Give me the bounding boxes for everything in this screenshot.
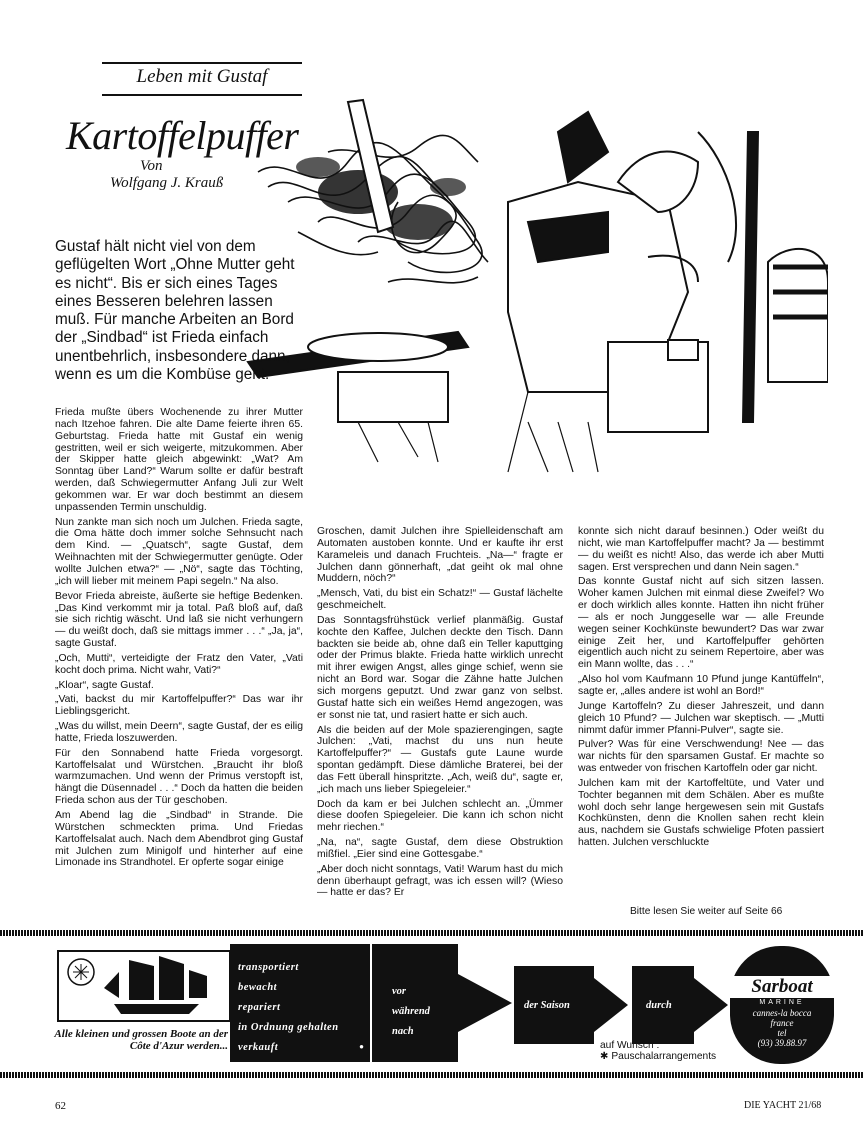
ad-services-box [230,944,370,1062]
paragraph: Für den Sonnabend hatte Frieda vorgesorgt. Kartoffelsalat und Würstchen. „Braucht ihr bloß warmzumachen. Und wenn der Primus verstopft ist, hängt die Düsennadel . . .“ Doch da hatten die beiden Frieda schon aus der Tür geschoben. [55,747,303,807]
service-item: repariert [238,1002,281,1013]
lead-paragraph: Gustaf hält nicht viel von dem geflügelten Wort „Ohne Mutter geht es nicht“. Bis er sich eines Tages eines Besseren belehren lassen muß. Für manche Arbeiten an Bord der „Sindbad“ ist Frieda einfach unentbehrlich, insbesondere dann, wenn es um die Kombüse geht. [55,238,295,384]
article-title: Kartoffelpuffer [66,113,299,158]
paragraph: Das Sonntagsfrühstück verlief planmäßig. Gustaf kochte den Kaffee, Julchen deckte den Tisch. Dann backten sie beide ab, ohne daß ein Teller kaputtging oder der Primus blakte. Frieda hatte wirklich unrecht mit ihrer ewigen Angst, alles ginge schief, wenn sie nicht an Bord war. Sogar die Zähne hatte Julchen sich morgens geputzt. Und zwar ganz von selbst. Gustaf hatte sich ein weißes Hemd angezogen, was er sonst nie tat, und rasiert hatte er sich auch. [317,614,563,721]
logo-sub: MARINE [759,999,805,1006]
service-item: verkauft [238,1042,279,1053]
paragraph: „Och, Mutti“, verteidigte der Fratz den Vater, „Vati kocht doch prima. Nicht wahr, Vati?“ [55,652,303,676]
paragraph: Nun zankte man sich noch um Julchen. Frieda sagte, die Oma hätte doch immer solche Sehnsucht nach dem Kind. — „Quatsch“, sagte Gustaf, dem Weihnachten mit der Schwiegermutter genügte. Oder wollte Julchen etwa?“ — „Nö“, sagte das Töchting, „ich will lieber mit meinem Papi segeln.“ Na also. [55,516,303,587]
sailing-ship-icon [59,952,229,1020]
text-column-1 [55,407,303,872]
paragraph: „Was du willst, mein Deern“, sagte Gustaf, der es eilig hatte, Frieda loszuwerden. [55,721,303,744]
ad-border-top [0,930,864,936]
arrow-word: während [392,1006,430,1017]
ad-note-line: ✱ Pauschalarrangements [600,1051,717,1062]
continuation-note: Bitte lesen Sie weiter auf Seite 66 [630,906,783,917]
series-title: Leben mit Gustaf [136,66,268,87]
ad-border-bottom [0,1072,864,1078]
series-rule-top [102,62,302,64]
paragraph: Junge Kartoffeln? Zu dieser Jahreszeit, und dann gleich 10 Pfund? — Julchen war skeptisch. — „Mutti nimmt dafür immer Pfanni-Pulver“, sagte sie. [578,700,824,736]
text-column-2 [317,526,563,902]
paragraph: Frieda mußte übers Wochenende zu ihrer Mutter nach Itzehoe fahren. Die alte Dame feierte ihren 65. Geburtstag. Frieda hatte mit Gustaf ein wenig gestritten, weil er sich weigerte, mitzukommen. Aber der Skipper hatte gleich abgewinkt: „Wat? Am Sonntag über Land?“ Warum sollte er dafür bestraft werden, daß Schwiegermutter Anfang Juli zur Welt gekommen war. Er war doch bestimmt an diesem unpassenden Termin unschuldig. [55,407,303,513]
ad-ship-image [57,950,231,1022]
service-item: in Ordnung gehalten [238,1022,339,1033]
paragraph: Doch da kam er bei Julchen schlecht an. „Ümmer diese doofen Spiegeleier. Die kann ich schon nicht mehr riechen.“ [317,798,563,834]
magazine-folio: DIE YACHT 21/68 [744,1100,822,1111]
paragraph: Am Abend lag die „Sindbad“ in Strande. Die Würstchen schmeckten prima. Und Friedas Kartoffelsalat auch. Nach dem Abendbrot ging Gustaf mit Julchen zum Minigolf und hinterher auf eine Limonade ins Strandhotel. Er opferte sogar einige [55,810,303,869]
arrow-word: vor [392,986,406,997]
paragraph: Groschen, damit Julchen ihre Spielleidenschaft am Automaten austoben konnte. Und er kaufte ihr erst Karameleis und danach Fruchteis. „Na—“ fragte er Julchen dann gönnerhaft, „dat geiht ok mal ohne Muddern, nöch?“ [317,526,563,585]
paragraph: „Also hol vom Kaufmann 10 Pfund junge Kantüffeln“, sagte er, „alles andere ist wohl an Bord!“ [578,674,824,697]
paragraph: Bevor Frieda abreiste, äußerte sie heftige Bedenken. „Das Kind verkommt mir ja total. Paß bloß auf, daß sie sich richtig wäscht. Und laß sie nicht verhungern — du weißt doch, daß sie mittags immer . . .“ „Ja, ja“, sagte Gustaf. [55,590,303,650]
paragraph: konnte sich nicht darauf besinnen.) Oder weißt du nicht, wie man Kartoffelpuffer macht? Ja — bestimmt — du weißt es nicht! Also, das werde ich aber Mutti sagen. Erst versprechen und dann Nein sagen.“ [578,526,824,573]
ad-note-line: auf Wunsch : [600,1040,660,1051]
arrow-word: nach [392,1026,414,1037]
ad-arrow-3-text: durch [646,1000,672,1011]
logo-name: Sarboat [730,976,834,998]
ad-caption: Alle kleinen und grossen Boote an der Côte d'Azur werden... [54,1028,228,1052]
paragraph: Das konnte Gustaf nicht auf sich sitzen lassen. Woher kamen Julchen mit einmal diese Zweifel? Wo er doch wirklich alles konnte. Hatten ihn nicht früher — als er noch Junggeselle war — alle Freunde wegen seiner Kochkünste bewundert? Das war zwar einige Zeit her, und Kartoffelpuffer gehörten eigentlich auch nicht zu seinem Repertoire, aber was ein Mann wollte, das . . .“ [578,576,824,671]
logo-country: france [770,1018,794,1028]
paragraph: „Mensch, Vati, du bist ein Schatz!“ — Gustaf lächelte geschmeichelt. [317,588,563,612]
ad-arrow-2-text: der Saison [524,1000,570,1011]
byline-author: Wolfgang J. Krauß [110,175,224,191]
garboat-logo [730,946,834,1064]
ad-note [600,1040,716,1062]
paragraph: Pulver? Was für eine Verschwendung! Nee — das war nichts für den sparsamen Gustaf. Er machte so was entweder von frischen Kartoffeln oder gar nicht. [578,739,824,775]
paragraph: Julchen kam mit der Kartoffeltüte, und Vater und Tochter begannen mit dem Schälen. Aber es mußte wohl doch sehr lange hergewesen sein mit Gustafs Kochkünsten, denn die Knollen sahen recht klein aus, nachdem sie Gustafs schwielige Pfoten passiert hatten. Julchen verschluckte [578,777,824,849]
text-column-3 [578,526,824,852]
logo-tel-label: tel [777,1028,787,1038]
bullet-icon: ● [359,1042,364,1051]
cooking-illustration [228,92,828,478]
paragraph: „Kloar“, sagte Gustaf. [55,679,154,691]
logo-place: cannes-la bocca [752,1008,812,1018]
ad-arrow-1-text [392,982,430,1042]
paragraph: „Aber doch nicht sonntags, Vati! Warum hast du mich denn überhaupt gefragt, was ich essen will? (Wieso — hatte er das? Er [317,863,563,899]
paragraph: „Vati, backst du mir Kartoffelpuffer?“ Das war ihr Lieblingsgericht. [55,694,303,718]
byline [110,158,223,192]
byline-von: Von [140,158,163,174]
page-number: 62 [55,1100,66,1112]
service-item: transportiert [238,962,299,973]
logo-phone: (93) 39.88.97 [757,1038,807,1048]
service-item: bewacht [238,982,278,993]
paragraph: Als die beiden auf der Mole spazierengingen, sagte Julchen: „Vati, machst du uns nun heute Kartoffelpuffer?“ — Gustafs gute Laune wurde spontan gedämpft. Diese dämliche Braterei, bei der das Fett überall hinspritzte. „Ach, weiß du“, sagte er, „ich mach uns lieber Spiegeleier.“ [317,724,563,795]
paragraph: „Na, na“, sagte Gustaf, dem diese Obstruktion mißfiel. „Eier sind eine Gottesgabe.“ [317,837,563,860]
